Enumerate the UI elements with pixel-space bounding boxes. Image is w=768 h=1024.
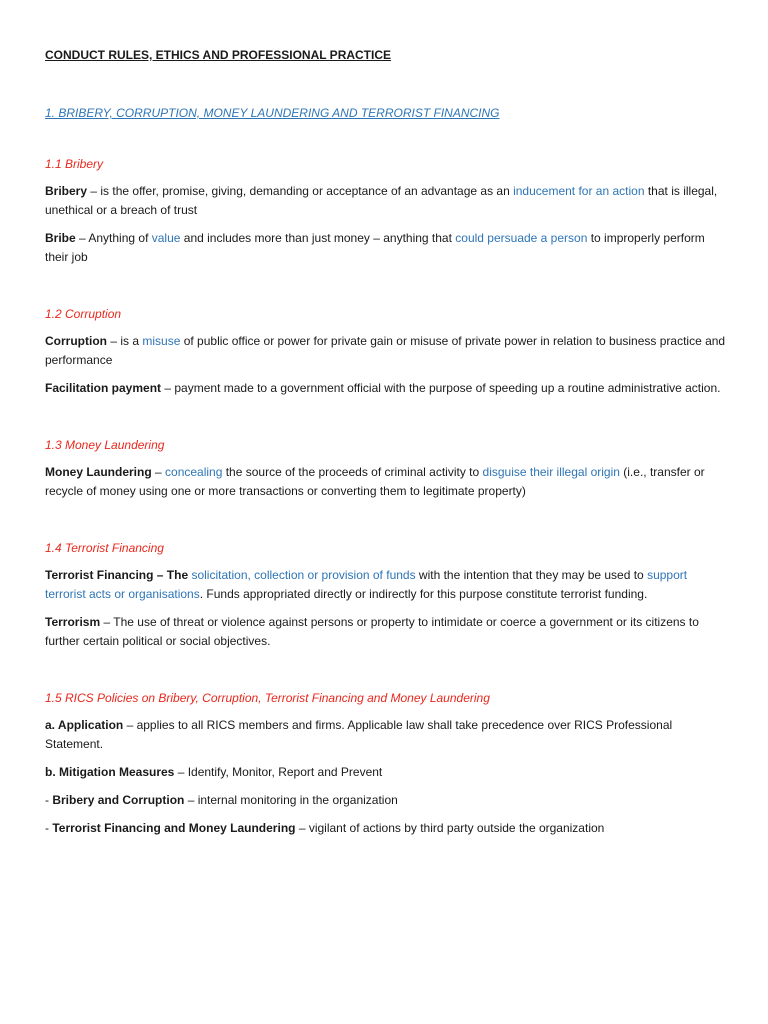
paragraph-application bbox=[45, 716, 728, 754]
highlight-text: could persuade a person bbox=[455, 231, 588, 245]
term-bribery: Bribery bbox=[45, 184, 88, 198]
paragraph-facilitation-payment bbox=[45, 379, 728, 398]
list-dash: - bbox=[45, 821, 53, 835]
document-title: CONDUCT RULES, ETHICS AND PROFESSIONAL PRACTICE bbox=[45, 48, 392, 62]
term-facilitation-payment: Facilitation payment bbox=[45, 381, 162, 395]
text: to improperly perform their job bbox=[45, 231, 705, 264]
highlight-text: support terrorist acts or organisations bbox=[45, 568, 688, 601]
subheading-bribery: 1.1 Bribery bbox=[45, 157, 104, 171]
highlight-text: value bbox=[151, 231, 181, 245]
text: – The use of threat or violence against persons or property to intimidate or coerce a government or its citizens to further certain political or social objectives. bbox=[45, 615, 699, 648]
text: – vigilant of actions by third party outside the organization bbox=[295, 821, 605, 835]
text: – bbox=[151, 465, 166, 479]
text: – Anything of bbox=[75, 231, 152, 245]
text: that is illegal, unethical or a breach of trust bbox=[45, 184, 718, 217]
subheading-terrorist-financing: 1.4 Terrorist Financing bbox=[45, 541, 164, 555]
text: – payment made to a government official with the purpose of speeding up a routine administrative action. bbox=[161, 381, 721, 395]
term-money-laundering: Money Laundering bbox=[45, 465, 152, 479]
text: (i.e., transfer or recycle of money using one or more transactions or converting them to legitimate property) bbox=[45, 465, 705, 498]
list-dash: - bbox=[45, 793, 53, 807]
paragraph-terrorist-financing bbox=[45, 566, 728, 604]
term-terrorism: Terrorism bbox=[45, 615, 101, 629]
list-item-bribery-corruption bbox=[45, 791, 728, 810]
highlight-text: concealing bbox=[165, 465, 223, 479]
term-bribe: Bribe bbox=[45, 231, 76, 245]
paragraph-money-laundering bbox=[45, 463, 728, 501]
term-terrorist-financing: Terrorist Financing – The bbox=[45, 568, 192, 582]
paragraph-bribe bbox=[45, 229, 728, 267]
text: . Funds appropriated directly or indirectly for this purpose constitute terrorist funding. bbox=[199, 587, 648, 601]
text: – Identify, Monitor, Report and Prevent bbox=[174, 765, 383, 779]
text: with the intention that they may be used to bbox=[415, 568, 648, 582]
paragraph-mitigation-measures bbox=[45, 763, 728, 782]
text: – is the offer, promise, giving, demanding or acceptance of an advantage as an bbox=[87, 184, 514, 198]
highlight-text: misuse bbox=[142, 334, 181, 348]
text: – is a bbox=[107, 334, 143, 348]
subheading-money-laundering: 1.3 Money Laundering bbox=[45, 438, 165, 452]
text: and includes more than just money – anything that bbox=[180, 231, 456, 245]
text: – internal monitoring in the organization bbox=[184, 793, 398, 807]
term-terrorist-financing-and-money-laundering: Terrorist Financing and Money Laundering bbox=[52, 821, 296, 835]
highlight-text: solicitation, collection or provision of funds bbox=[191, 568, 416, 582]
highlight-text: inducement for an action bbox=[513, 184, 645, 198]
text: the source of the proceeds of criminal activity to bbox=[222, 465, 483, 479]
section-heading: 1. BRIBERY, CORRUPTION, MONEY LAUNDERING AND TERRORIST FINANCING bbox=[45, 106, 500, 120]
list-item-terrorist-financing-money-laundering bbox=[45, 819, 728, 838]
paragraph-bribery bbox=[45, 182, 728, 220]
term-mitigation-measures: b. Mitigation Measures bbox=[45, 765, 175, 779]
text: of public office or power for private gain or misuse of private power in relation to business practice and performance bbox=[45, 334, 726, 367]
subheading-rics-policies: 1.5 RICS Policies on Bribery, Corruption, Terrorist Financing and Money Laundering bbox=[45, 691, 490, 705]
subheading-corruption: 1.2 Corruption bbox=[45, 307, 122, 321]
paragraph-terrorism bbox=[45, 613, 728, 651]
paragraph-corruption bbox=[45, 332, 728, 370]
term-application: a. Application bbox=[45, 718, 124, 732]
term-bribery-and-corruption: Bribery and Corruption bbox=[52, 793, 185, 807]
term-corruption: Corruption bbox=[45, 334, 107, 348]
text: – applies to all RICS members and firms. Applicable law shall take precedence over RICS Professional Statement. bbox=[45, 718, 673, 751]
highlight-text: disguise their illegal origin bbox=[482, 465, 620, 479]
